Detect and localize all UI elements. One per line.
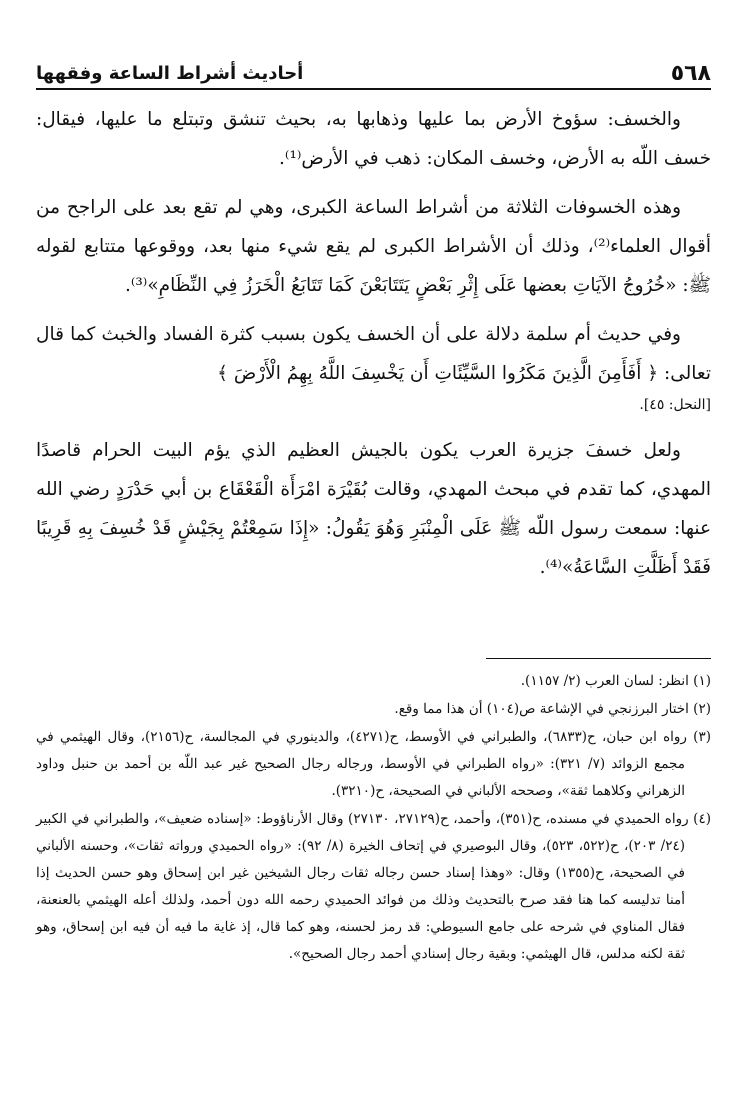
footnotes — [36, 668, 711, 969]
footnote-2: (٢) اختار البرزنجي في الإشاعة ص(١٠٤) أن هذا مما وقع. — [394, 701, 711, 717]
footnote-4: (٤) رواه الحميدي في مسنده، ح(٣٥١)، وأحمد، ح(٢٧١٢٩، ٢٧١٣٠) وقال الأرناؤوط: «إسناده ضعيف»، والطبراني في الكبير (٢٤/ ٢٠٣)، ح(٥٢٢، ٥٢٣)، وقال البوصيري في إتحاف الخيرة (٨/ ٩٢): «رواه الحميدي ورواته ثقات»، وحسنه الألباني في الصحيحة، ح(١٣٥٥) وقال: «وهذا إسناد حسن رجاله ثقات رجال الشيخين غير ابن إسحاق وهو حسن الحديث إذا أمنا تدليسه كما هنا فقد صرح بالتحديث وذلك من فوائد الحميدي رحمه الله دون أحمد، ولذلك أعله الهيثمي بالعنعنة، فقال المناوي في شرحه على جامع السيوطي: قد رمز لحسنه، وهو كما قال، إذ غاية ما فيه أن فيه ابن إسحاق، وهو ثقة لكنه مدلس، قال الهيثمي: وبقية رجال إسنادي أحمد رجال الصحيح». — [36, 811, 711, 962]
page-header — [36, 46, 711, 86]
running-title: أحاديث أشراط الساعة وفقهها — [36, 63, 304, 84]
verse-reference: [النحل: ٤٥]. — [639, 397, 711, 413]
page-number: ٥٦٨ — [670, 61, 711, 86]
paragraph-khasf-definition: والخسف: سؤوخ الأرض بما عليها وذهابها به، بحيث تنشق وتبتلع ما عليها، فيقال: خسف اللّه به الأرض، وخسف المكان: ذهب في الأرض⁽¹⁾. — [36, 109, 711, 169]
header-divider — [36, 88, 711, 90]
main-text — [36, 100, 711, 597]
footnote-divider — [486, 658, 711, 659]
footnote-3: (٣) رواه ابن حبان، ح(٦٨٣٣)، والطبراني في الأوسط، ح(٤٢٧١)، والدينوري في المجالسة، ح(٢١٥٦)، وقال الهيثمي في مجمع الزوائد (٧/ ٣٢١): «رواه الطبراني في الأوسط، ورجاله رجال الصحيح غير عبد اللّه بن أحمد بن حنبل وداود الزهراني وكلاهما ثقة»، وصححه الألباني في الصحيحة، ح(٣٢١٠). — [36, 729, 711, 799]
footnote-1: (١) انظر: لسان العرب (٢/ ١١٥٧). — [520, 673, 711, 689]
paragraph-umm-salama: وفي حديث أم سلمة دلالة على أن الخسف يكون بسبب كثرة الفساد والخبث كما قال تعالى: ﴿ أَفَأَمِنَ الَّذِينَ مَكَرُوا السَّيِّئَاتِ أَن يَخْسِفَ اللَّهُ بِهِمُ الْأَرْضَ ﴾ — [36, 324, 711, 384]
paragraph-three-eclipses: وهذه الخسوفات الثلاثة من أشراط الساعة الكبرى، وهي لم تقع بعد على الراجح من أقوال العلماء⁽²⁾، وذلك أن الأشراط الكبرى لم يقع شيء منها بعد، ووقوعها متتابع لقوله ﷺ: «خُرُوجُ الآيَاتِ بعضها عَلَى إِثْرِ بَعْضٍ يَتَتَابَعْنَ كَمَا تَتَابَعُ الْخَرَزُ فِي النِّظَامِ»⁽³⁾. — [36, 197, 711, 296]
paragraph-arabian-peninsula: ولعل خسفَ جزيرة العرب يكون بالجيش العظيم الذي يؤم البيت الحرام قاصدًا المهدي، كما تقدم في مبحث المهدي، وقالت بُقَيْرَة امْرَأَة الْقَعْقَاع بن أبي حَدْرَدٍ رضي الله عنها: سمعت رسول اللّه ﷺ عَلَى الْمِنْبَرِ وَهُوَ يَقُولُ: «إِذَا سَمِعْتُمْ بِجَيْشٍ قَدْ خُسِفَ بِهِ قَرِيبًا فَقَدْ أَظَلَّتِ السَّاعَةُ»⁽⁴⁾. — [36, 440, 711, 578]
